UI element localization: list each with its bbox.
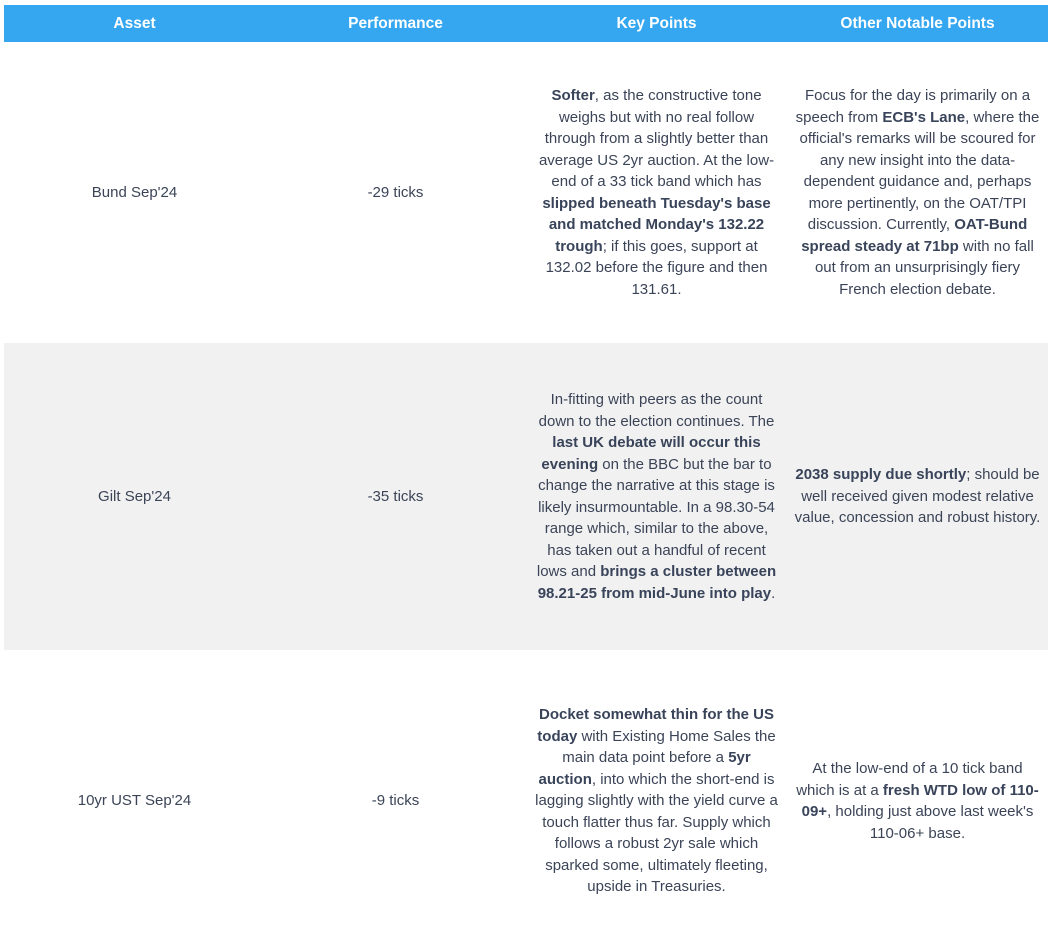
- performance-value: -9 ticks: [371, 792, 420, 810]
- performance-value: -35 ticks: [367, 487, 424, 505]
- table-row-bund: [4, 42, 1048, 343]
- column-header-key-points: Key Points: [616, 14, 697, 32]
- key-points-text: Docket somewhat thin for the US today with Existing Home Sales the main data point before a 5yr auction, into which the short-end is lagging slightly with the yield curve a touch flatter thus far. Supply which follows a robust 2yr sale which sparked some, ultimately fleeting, upside in Treasuries.: [535, 706, 778, 896]
- table-row-10yr-ust: [4, 650, 1048, 952]
- column-header-performance: Performance: [348, 14, 443, 32]
- other-notable-points-text: At the low-end of a 10 tick band which is at a fresh WTD low of 110-09+, holding just above last week's 110-06+ base.: [796, 760, 1039, 842]
- column-header-asset: Asset: [113, 14, 156, 32]
- table-header-row: [4, 5, 1048, 42]
- asset-label: Bund Sep'24: [91, 183, 178, 201]
- asset-summary-table: [4, 5, 1048, 952]
- asset-label: Gilt Sep'24: [98, 487, 171, 505]
- table-row-gilt: [4, 343, 1048, 650]
- other-notable-points-text: Focus for the day is primarily on a speech from ECB's Lane, where the official's remarks will be scoured for any new insight into the data-dependent guidance and, perhaps more pertinently, on the OAT/TPI discussion. Currently, OAT-Bund spread steady at 71bp with no fall out from an unsurprisingly fiery French election debate.: [795, 87, 1040, 298]
- asset-label: 10yr UST Sep'24: [77, 792, 192, 810]
- performance-value: -29 ticks: [367, 183, 424, 201]
- key-points-text: Softer, as the constructive tone weighs but with no real follow through from a slightly better than average US 2yr auction. At the low-end of a 33 tick band which has slipped beneath Tuesday's base and matched Monday's 132.22 trough; if this goes, support at 132.02 before the figure and then 131.61.: [538, 87, 775, 298]
- key-points-text: In-fitting with peers as the count down to the election continues. The last UK debate will occur this evening on the BBC but the bar to change the narrative at this stage is likely insurmountable. In a 98.30-54 range which, similar to the above, has taken out a handful of recent lows and brings a cluster between 98.21-25 from mid-June into play.: [536, 391, 777, 602]
- column-header-other-notable-points: Other Notable Points: [840, 14, 995, 32]
- other-notable-points-text: 2038 supply due shortly; should be well received given modest relative value, concession and robust history.: [794, 466, 1041, 527]
